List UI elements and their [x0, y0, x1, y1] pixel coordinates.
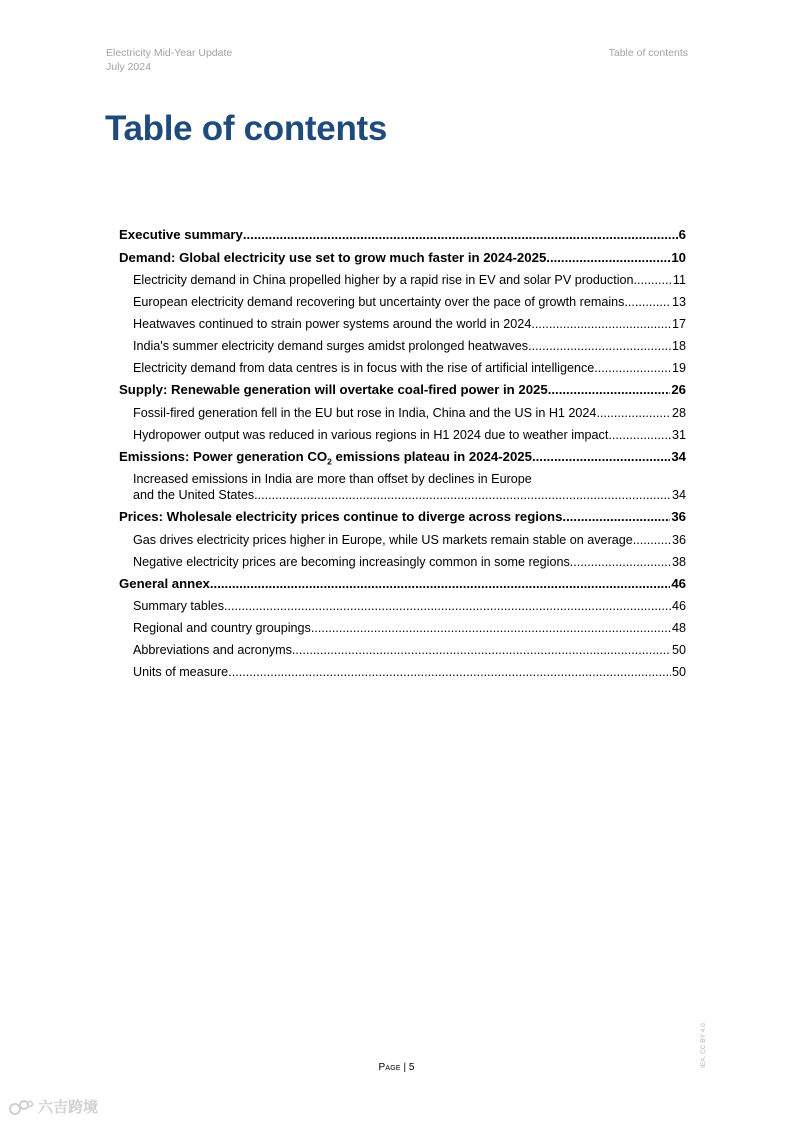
toc-page-number: 10 [671, 249, 686, 265]
toc-entry-negative-prices[interactable]: Negative electricity prices are becoming increasingly common in some regions ..... 38 [119, 551, 686, 573]
toc-page-number: 18 [671, 339, 686, 353]
toc-entry-emissions[interactable]: Emissions: Power generation $CO_2$ emissions plateau in 2024-2025 ..... 34 [119, 446, 686, 469]
toc-entry-india-emissions[interactable]: Increased emissions in India are more than offset by declines in Europe and the United States ..... 34 [119, 468, 686, 506]
toc-page-number: 19 [671, 361, 686, 375]
toc-page-number: 11 [672, 273, 686, 287]
toc-page-number: 36 [671, 509, 686, 524]
toc-entry-european-demand[interactable]: European electricity demand recovering but uncertainty over the pace of growth remains ..... 13 [119, 291, 686, 313]
toc-entry-executive-summary[interactable]: Executive summary ..... 6 [119, 224, 686, 247]
toc-page-number: 26 [671, 382, 686, 397]
toc-page-number: 38 [671, 554, 686, 569]
page-label: Page [378, 1062, 401, 1073]
toc-page-number: 6 [678, 227, 686, 242]
toc-entry-abbreviations[interactable]: Abbreviations and acronyms ..... 50 [119, 639, 686, 661]
toc-entry-hydropower[interactable]: Hydropower output was reduced in various regions in H1 2024 due to weather impact ..... 31 [119, 424, 686, 446]
toc-page-number: 34 [671, 488, 686, 502]
toc-page-number: 46 [671, 575, 686, 591]
toc-page-number: 50 [671, 643, 686, 657]
watermark-text: 六吉跨境 [38, 1099, 99, 1116]
toc-entry-units-of-measure[interactable]: Units of measure ..... 50 [119, 661, 686, 683]
running-header-section: Table of contents [608, 47, 688, 59]
toc-entry-prices[interactable]: Prices: Wholesale electricity prices continue to diverge across regions ..... 36 [119, 506, 686, 529]
toc-page-number: 46 [671, 599, 686, 613]
toc-entry-supply[interactable]: Supply: Renewable generation will overtake coal-fired power in 2025 ..... 26 [119, 379, 686, 402]
toc-entry-india-demand[interactable]: India's summer electricity demand surges amidst prolonged heatwaves ..... 18 [119, 335, 686, 357]
toc-entry-regional-groupings[interactable]: Regional and country groupings ..... 48 [119, 617, 686, 639]
report-date: July 2024 [106, 60, 151, 73]
toc-page-number: 36 [671, 532, 686, 547]
watermark-logo-icon [8, 1098, 34, 1116]
toc-entry-general-annex[interactable]: General annex ..... 46 [119, 573, 686, 596]
toc-page-number: 28 [671, 405, 686, 420]
watermark [8, 1096, 98, 1117]
toc-page-number: 17 [671, 317, 686, 331]
running-header-left [106, 47, 232, 74]
toc-page-number: 31 [671, 427, 686, 442]
toc-page-number: 48 [671, 621, 686, 635]
toc-entry-summary-tables[interactable]: Summary tables ..... 46 [119, 595, 686, 617]
report-title: Electricity Mid-Year Update [106, 47, 233, 59]
toc-page-number: 50 [671, 665, 686, 679]
toc-page-number: 34 [671, 448, 686, 464]
toc-entry-china-demand[interactable]: Electricity demand in China propelled higher by a rapid rise in EV and solar PV production ..... 11 [119, 269, 686, 291]
toc-entry-demand[interactable]: Demand: Global electricity use set to grow much faster in 2024-2025 ..... 10 [119, 247, 686, 270]
table-of-contents [119, 224, 686, 683]
page-footer: Page | 5 [378, 1062, 415, 1073]
page-title: Table of contents [105, 109, 388, 148]
toc-page-number: 13 [671, 295, 686, 309]
toc-entry-fossil-generation[interactable]: Fossil-fired generation fell in the EU but rose in India, China and the US in H1 2024 ..... 28 [119, 402, 686, 424]
page-number: 5 [408, 1062, 415, 1073]
license-notice: IEA. CC BY 4.0. [700, 1021, 707, 1068]
toc-entry-heatwaves[interactable]: Heatwaves continued to strain power systems around the world in 2024 ..... 17 [119, 313, 686, 335]
toc-entry-data-centres[interactable]: Electricity demand from data centres is in focus with the rise of artificial intelligence ..... 19 [119, 357, 686, 379]
toc-entry-gas-prices[interactable]: Gas drives electricity prices higher in Europe, while US markets remain stable on average ..... 36 [119, 529, 686, 551]
